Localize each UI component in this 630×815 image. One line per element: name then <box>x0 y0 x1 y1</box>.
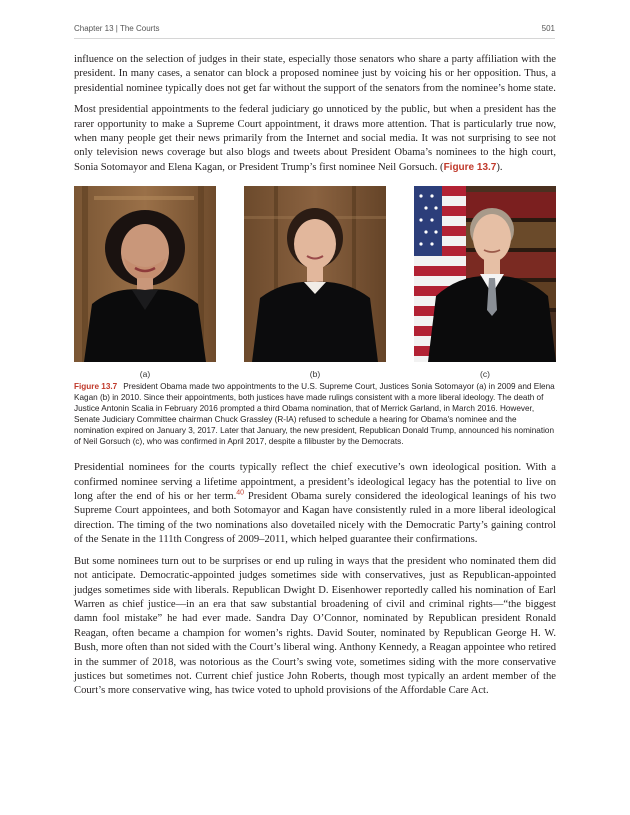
figure-13-7 <box>74 186 556 379</box>
paragraph-2 <box>74 103 556 175</box>
justice-photo-a <box>74 186 216 362</box>
justice-photo-c <box>414 186 556 362</box>
figure-panel-c <box>414 186 556 379</box>
paragraph-3 <box>74 461 556 547</box>
figure-panel-b <box>244 186 386 379</box>
figure-label-a: (a) <box>139 369 151 380</box>
figure-label-c: (c) <box>480 369 490 380</box>
paragraph-2-end: ). <box>496 161 503 173</box>
paragraph-4: But some nominees turn out to be surprises or end up ruling in ways that the president who nominated them did not anticipate. Democratic-appointed judges sometimes side with conservatives, just as Republican-appointed judges sometimes side with liberals. Republican Dwight D. Eisenhower reportedly called his nomination of Earl Warren as chief justice—in an era that saw substantial broadening of civil and criminal rights—“the biggest damn fool mistake” he had ever made. Sandra Day O’Connor, nominated by Republican president Ronald Reagan, often became a champion for women’s rights. David Souter, nominated by Republican George H. W. Bush, more often than not sided with the Court’s liberal wing. Anthony Kennedy, a Reagan appointee who retired in the summer of 2018, was notorious as the Court’s swing vote, sometimes siding with the more conservative justices but sometimes not. Current chief justice John Roberts, though most typically an ardent member of the Court’s more conservative wing, has twice voted to uphold provisions of the Affordable Care Act. <box>74 555 556 697</box>
figure-label-b: (b) <box>309 369 321 380</box>
paragraph-3-rest: President Obama surely considered the ideological leanings of his two Supreme Court appointees, and both Sotomayor and Kagan have consistently ruled in a more liberal ideological direction. The timing of the two nominations also dovetailed nicely with the Democratic Party’s gaining control of the Senate in the 111th Congress of 2009–2011, which helped guarantee their confirmations. <box>74 491 557 546</box>
paragraph-1: influence on the selection of judges in their state, especially those senators who share a party affiliation with the president. In many cases, a senator can block a proposed nominee just by voicing his or her opposition. Thus, a presidential nominee typically does not get far without the support of the senators from the nominee’s home state. <box>74 54 556 94</box>
paragraph-2-text: Most presidential appointments to the federal judiciary go unnoticed by the public, but when a president has the rarer opportunity to make a Supreme Court appointment, it draws more attention. That is particularly true now, when many people get their news primarily from the Internet and social media. It was not surprising to see not only television news coverage but also blogs and tweets about President Obama’s nominees to the high court, Sonia Sotomayor and Elena Kagan, or President Trump’s first nominee Neil Gorsuch. ( <box>74 104 556 173</box>
running-header <box>74 24 555 39</box>
figure-caption <box>74 381 556 447</box>
figure-caption-label: Figure 13.7 <box>74 382 118 392</box>
chapter-title: Chapter 13 | The Courts <box>74 24 160 33</box>
main-content <box>74 53 556 706</box>
paragraph-3-text: Presidential nominees for the courts typically reflect the chief executive’s own ideological position. With a confirmed nominee serving a lifetime appointment, a president’s ideological legacy has the potential to live on long after the end of his or her term. <box>74 462 556 503</box>
endnote-marker[interactable]: 40 <box>236 489 245 497</box>
figure-panel-a <box>74 186 216 379</box>
page-number: 501 <box>541 24 555 33</box>
post-figure-text <box>74 461 556 699</box>
justice-photo-b <box>244 186 386 362</box>
figure-reference-link[interactable]: Figure 13.7 <box>443 161 497 173</box>
figure-caption-text: President Obama made two appointments to the U.S. Supreme Court, Justices Sonia Sotomayor (a) in 2009 and Elena Kagan (b) in 2010. Since their appointments, both justices have made rulings consistent with a more liberal ideology. The death of Justice Antonin Scalia in February 2016 prompted a third Obama nomination, that of Merrick Garland, in March 2016. However, Senate Judiciary Committee chairman Chuck Grassley (R-IA) refused to schedule a hearing for Obama's nominee and the nomination expired on January 3, 2017. Later that January, the new president, Republican Donald Trump, announced his nomination of Neil Gorsuch (c), who was confirmed in April 2017, despite a filibuster by the Democrats. <box>74 382 555 447</box>
